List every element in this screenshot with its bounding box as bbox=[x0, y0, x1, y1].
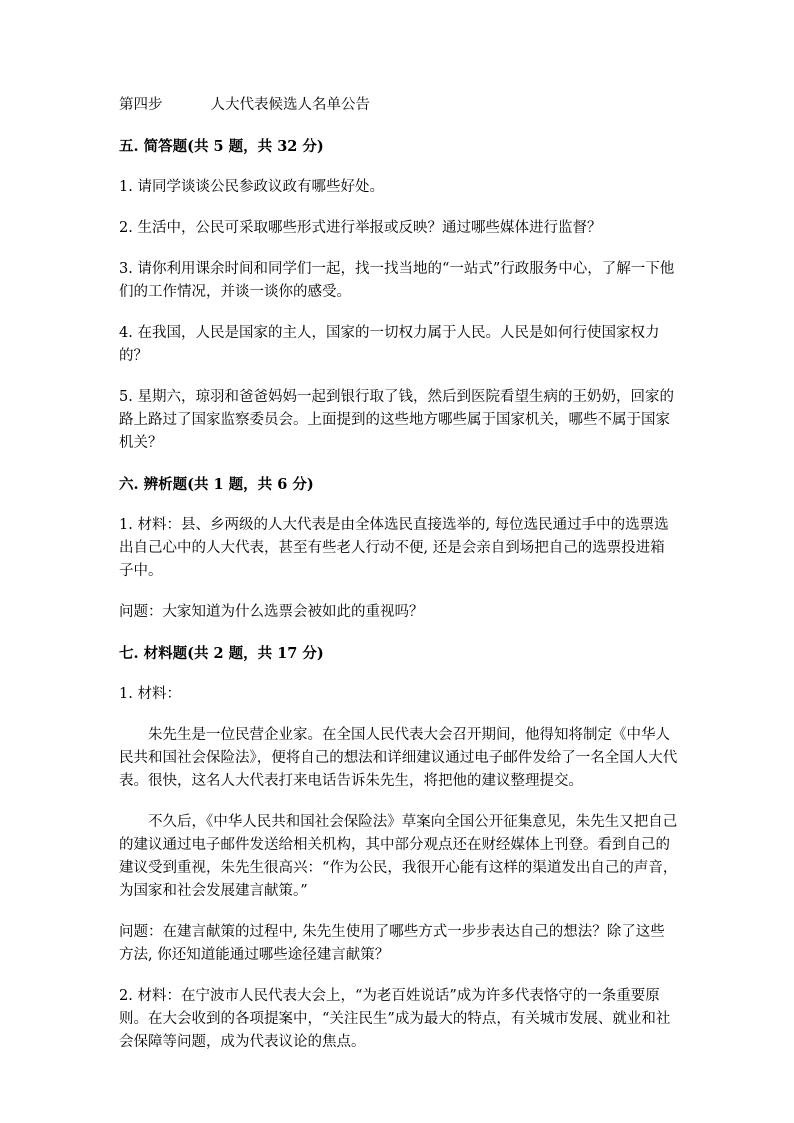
question-5-3: 3. 请你利用课余时间和同学们一起，找一找当地的“一站式”行政服务中心，了解一下他们的工作情况，并谈一谈你的感受。 bbox=[119, 261, 675, 300]
section-6-question: 问题：大家知道为什么选票会被如此的重视吗？ bbox=[119, 604, 424, 620]
section-7-paragraph-1: 朱先生是一位民营企业家。在全国人民代表大会召开期间，他得知将制定《中华人民共和国社会保险法》，便将自己的想法和详细建议通过电子邮件发给了一名全国人大代表。很快，这名人大代表打来电话告诉朱先生，将把他的建议整理提交。 bbox=[119, 727, 678, 789]
section-7-heading: 七. 材料题(共 2 题，共 17 分) bbox=[119, 645, 324, 662]
document-page bbox=[119, 94, 679, 1054]
step-text: 人大代表候选人名单公告 bbox=[210, 97, 370, 113]
question-5-4: 4. 在我国，人民是国家的主人，国家的一切权力属于人民。人民是如何行使国家权力的？ bbox=[119, 325, 660, 364]
section-6-material: 1. 材料：县、乡两级的人大代表是由全体选民直接选举的, 每位选民通过手中的选票选出自己心中的人大代表，甚至有些老人行动不便, 还是会亲自到场把自己的选票投进箱子中。 bbox=[119, 517, 669, 579]
section-7-paragraph-2: 不久后，《中华人民共和国社会保险法》草案向全国公开征集意见，朱先生又把自己的建议通过电子邮件发送给相关机构，其中部分观点还在财经媒体上刊登。看到自己的建议受到重视，朱先生很高兴：“作为公民，我很开心能有这样的渠道发出自己的声音，为国家和社会发展建言献策。” bbox=[119, 814, 678, 899]
step-line bbox=[119, 94, 679, 117]
question-5-1: 1. 请同学谈谈公民参政议政有哪些好处。 bbox=[119, 179, 384, 195]
step-label: 第四步 bbox=[119, 97, 163, 113]
question-5-2: 2. 生活中，公民可采取哪些形式进行举报或反映？通过哪些媒体进行监督？ bbox=[119, 220, 602, 236]
section-7-item1-label: 1. 材料： bbox=[119, 686, 181, 702]
section-6-heading: 六. 辨析题(共 1 题，共 6 分) bbox=[119, 476, 314, 493]
section-5-heading: 五. 简答题(共 5 题，共 32 分) bbox=[119, 138, 324, 155]
question-5-5: 5. 星期六，琼羽和爸爸妈妈一起到银行取了钱，然后到医院看望生病的王奶奶，回家的路上路过了国家监察委员会。上面提到的这些地方哪些属于国家机关，哪些不属于国家机关？ bbox=[119, 389, 674, 451]
section-7-item-2: 2. 材料：在宁波市人民代表大会上，“为老百姓说话”成为许多代表恪守的一条重要原则。在大会收到的各项提案中，“关注民生”成为最大的特点，有关城市发展、就业和社会保障等问题，成为代表议论的焦点。 bbox=[119, 988, 671, 1050]
section-7-question-1: 问题：在建言献策的过程中, 朱先生使用了哪些方式一步步表达自己的想法？除了这些方法, 你还知道能通过哪些途径建言献策？ bbox=[119, 924, 665, 963]
